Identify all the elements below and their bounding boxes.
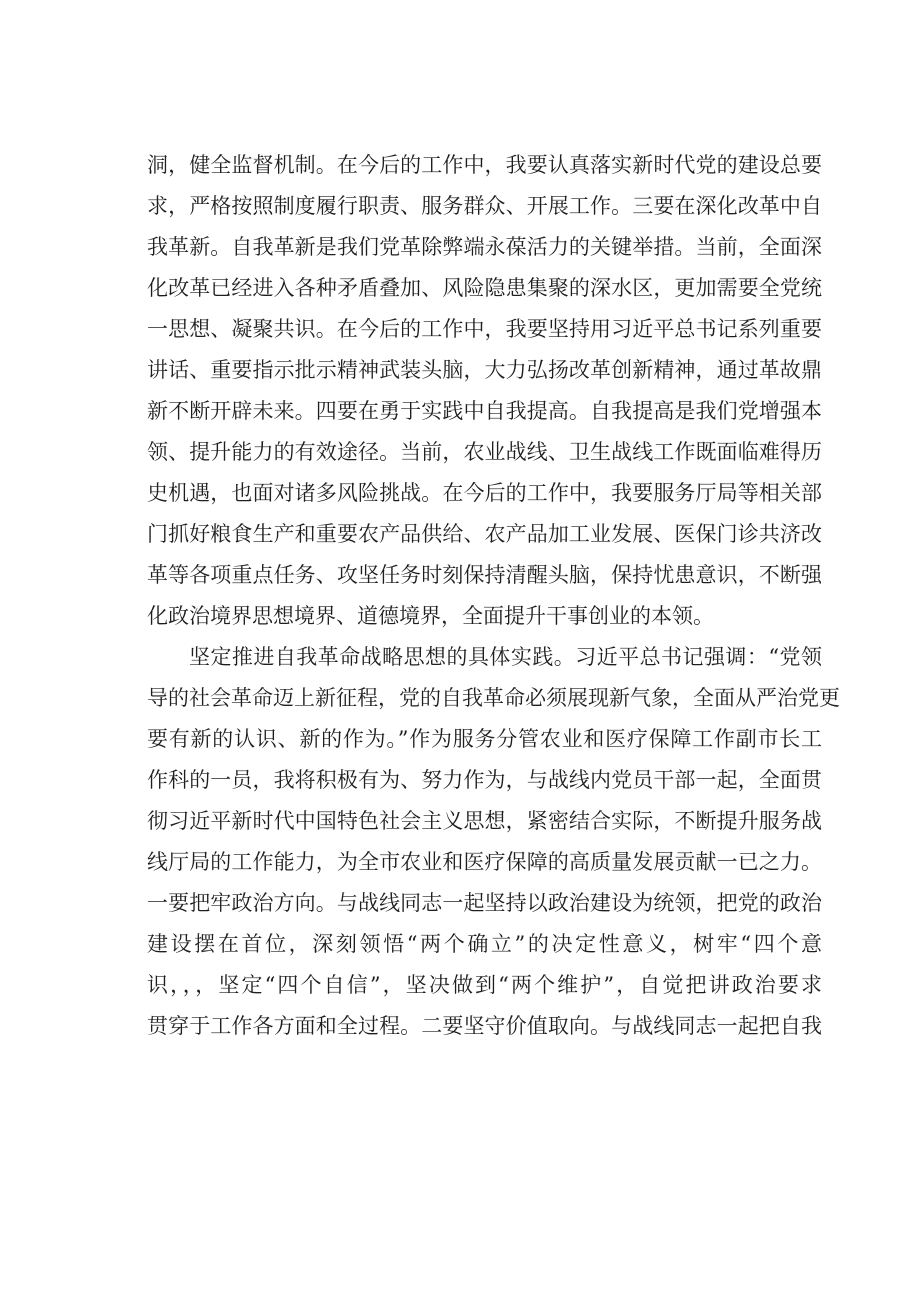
text-line: 导的社会革命迈上新征程，党的自我革命必须展现新气象，全面从严治党更: [147, 686, 840, 710]
text-line: 讲话、重要指示批示精神武装头脑，大力弘扬改革创新精神，通过革故鼎: [147, 358, 822, 382]
text-line: 革等各项重点任务、攻坚任务时刻保持清醒头脑，保持忧患意识，不断强: [147, 563, 822, 587]
text-line: 一要把牢政治方向。与战线同志一起坚持以政治建设为统领，把党的政治: [147, 891, 822, 915]
paragraph-first-line: 坚定推进自我革命战略思想的具体实践。习近平总书记强调：“党领: [189, 645, 822, 669]
text-line: 洞，健全监督机制。在今后的工作中，我要认真落实新时代党的建设总要: [147, 153, 822, 177]
text-line: 作科的一员，我将积极有为、努力作为，与战线内党员干部一起，全面贯: [147, 768, 822, 792]
text-line: 建设摆在首位，深刻领悟“两个确立”的决定性意义，树牢“四个意: [147, 932, 822, 956]
text-line: 我革新。自我革新是我们党革除弊端永葆活力的关键举措。当前，全面深: [147, 235, 822, 259]
text-line: 彻习近平新时代中国特色社会主义思想，紧密结合实际，不断提升服务战: [147, 809, 822, 833]
text-line: 史机遇，也面对诸多风险挑战。在今后的工作中，我要服务厅局等相关部: [147, 481, 822, 505]
text-line: 化改革已经进入各种矛盾叠加、风险隐患集聚的深水区，更加需要全党统: [147, 276, 822, 300]
text-line: 新不断开辟未来。四要在勇于实践中自我提高。自我提高是我们党增强本: [147, 399, 822, 423]
text-line: 化政治境界思想境界、道德境界，全面提升干事创业的本领。: [147, 604, 714, 628]
text-line: 领、提升能力的有效途径。当前，农业战线、卫生战线工作既面临难得历: [147, 440, 822, 464]
text-line: 识，，，坚定“四个自信”，坚决做到“两个维护”，自觉把讲政治要求: [147, 973, 822, 997]
text-line: 贯穿于工作各方面和全过程。二要坚守价值取向。与战线同志一起把自我: [147, 1014, 822, 1038]
text-line: 求，严格按照制度履行职责、服务群众、开展工作。三要在深化改革中自: [147, 194, 822, 218]
text-line: 线厅局的工作能力，为全市农业和医疗保障的高质量发展贡献一已之力。: [147, 850, 822, 874]
text-line: 一思想、凝聚共识。在今后的工作中，我要坚持用习近平总书记系列重要: [147, 317, 822, 341]
text-line: 门抓好粮食生产和重要农产品供给、农产品加工业发展、医保门诊共济改: [147, 522, 822, 546]
text-line: 要有新的认识、新的作为。”作为服务分管农业和医疗保障工作副市长工: [147, 727, 822, 751]
